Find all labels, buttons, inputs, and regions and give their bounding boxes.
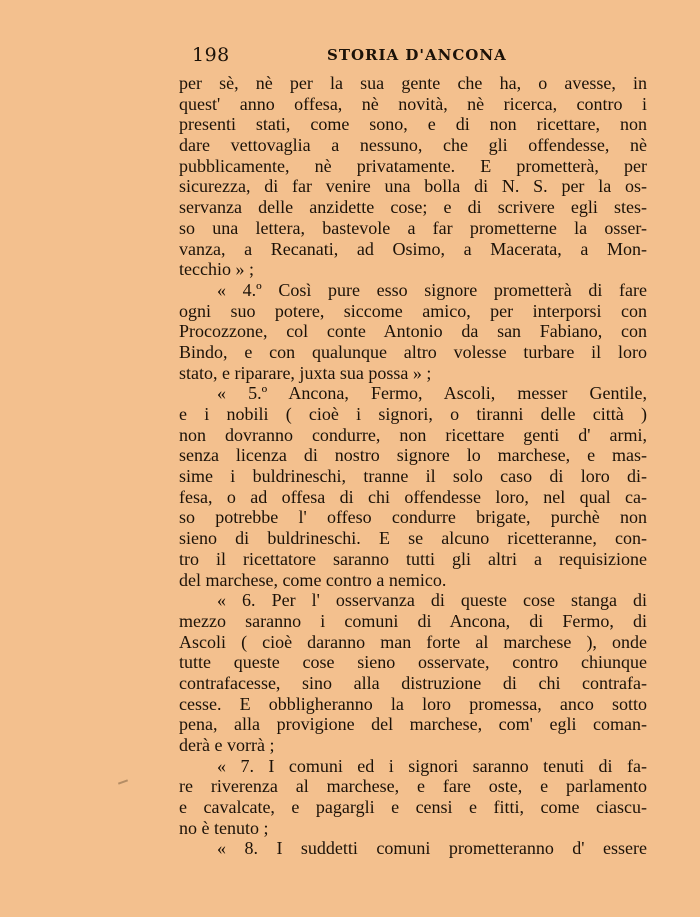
text-line: tecchio » ; [179, 259, 254, 280]
text-line: presenti stati, come sono, e di non ricettare, non [179, 114, 647, 135]
text-line: re riverenza al marchese, e fare oste, e parlamento [179, 776, 647, 797]
text-line: e i nobili ( cioè i signori, o tiranni delle città ) [179, 404, 647, 424]
text-line: tro il ricettatore saranno tutti gli altri a requisizione [179, 548, 647, 569]
text-line: quest' anno offesa, nè novità, nè ricerca, contro i [179, 93, 647, 114]
text-line: Procozzone, col conte Antonio da san Fabiano, con [179, 321, 647, 342]
margin-mark [118, 779, 128, 784]
text-line: no è tenuto ; [179, 817, 269, 838]
text-line: e cavalcate, e pagargli e censi e fitti, come ciascu- [179, 797, 647, 818]
text-line: stato, e riparare, juxta sua possa » ; [179, 362, 432, 383]
text-line: « 4.º Così pure esso signore prometterà di fare [217, 279, 647, 300]
text-line: dare vettovaglia a nessuno, che gli offendesse, nè [179, 135, 647, 156]
text-line: sieno di buldrineschi. E se alcuno ricetteranne, con- [179, 528, 647, 549]
running-head: STORIA D'ANCONA [327, 46, 507, 64]
text-line: Bindo, e con qualunque altro volesse turbare il loro [179, 341, 647, 362]
body-text [179, 73, 647, 859]
text-line: so potrebbe l' offeso condurre brigate, purchè non [179, 507, 647, 528]
text-line: per sè, nè per la sua gente che ha, o avesse, in [179, 73, 647, 93]
text-line: Ascoli ( cioè daranno man forte al marchese ), onde [179, 631, 647, 652]
text-line: « 8. I suddetti comuni prometteranno d' essere [217, 838, 647, 859]
text-line: derà e vorrà ; [179, 735, 275, 755]
text-line: ogni suo potere, siccome amico, per interporsi con [179, 300, 647, 321]
page-header [192, 44, 652, 68]
text-line: sime i buldrineschi, tranne il solo caso di loro di- [179, 466, 647, 487]
text-line: so una lettera, bastevole a far prometterne la osser- [179, 217, 647, 238]
text-line: del marchese, come contro a nemico. [179, 569, 447, 590]
text-line: servanza delle anzidette cose; e di scrivere egli stes- [179, 197, 647, 218]
text-line: fesa, o ad offesa di chi offendesse loro, nel qual ca- [179, 486, 647, 507]
page-number: 198 [192, 44, 230, 66]
text-line: « 5.º Ancona, Fermo, Ascoli, messer Gentile, [217, 383, 647, 404]
text-line: pena, alla provigione del marchese, com' egli coman- [179, 714, 647, 735]
text-line: senza licenza di nostro signore lo marchese, e mas- [179, 445, 647, 466]
text-line: tutte queste cose sieno osservate, contro chiunque [179, 652, 647, 673]
text-line: mezzo saranno i comuni di Ancona, di Fermo, di [179, 610, 647, 631]
text-line: non dovranno condurre, non ricettare genti d' armi, [179, 424, 647, 445]
text-line: contrafacesse, sino alla distruzione di chi contrafa- [179, 672, 647, 693]
text-line: pubblicamente, nè privatamente. E prometterà, per [179, 155, 647, 176]
text-line: « 6. Per l' osservanza di queste cose stanga di [217, 590, 647, 611]
text-line: sicurezza, di far venire una bolla di N. S. per la os- [179, 176, 647, 197]
text-line: cesse. E obbligheranno la loro promessa, anco sotto [179, 693, 647, 714]
text-line: « 7. I comuni ed i signori saranno tenuti di fa- [217, 755, 647, 776]
text-line: vanza, a Recanati, ad Osimo, a Macerata, a Mon- [179, 238, 647, 259]
